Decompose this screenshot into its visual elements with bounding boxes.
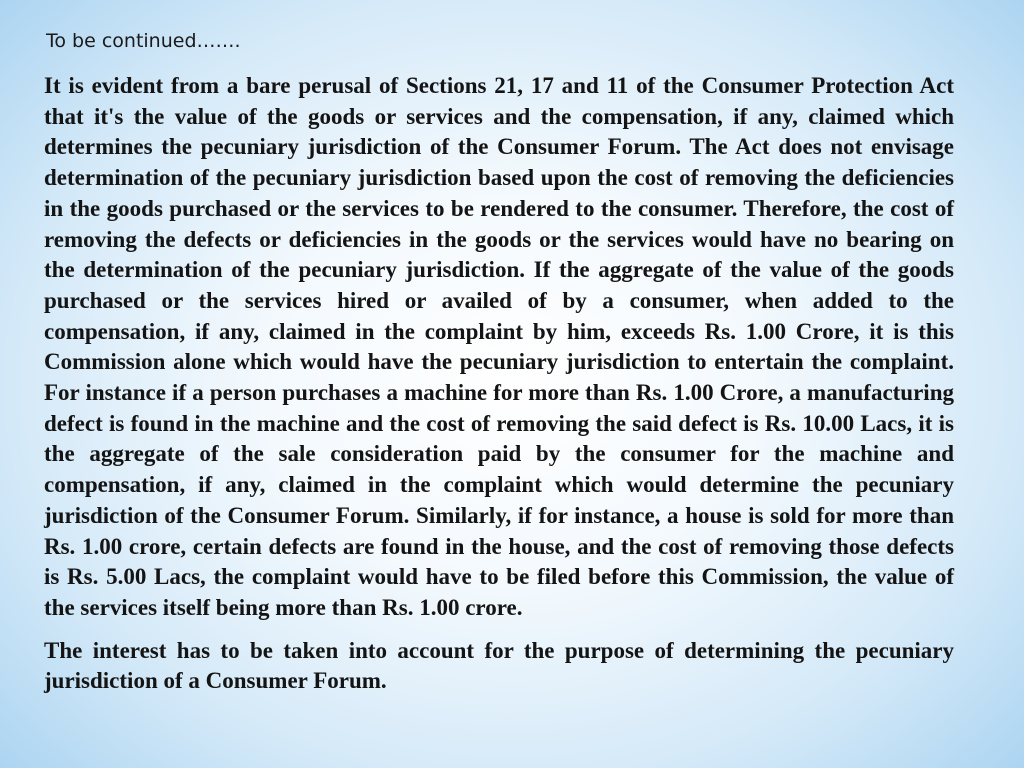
slide-body: [44, 71, 954, 697]
continued-note: To be continued…….: [46, 30, 241, 52]
body-paragraph-1: It is evident from a bare perusal of Sections 21, 17 and 11 of the Consumer Protection Act that it's the value of the goods or services and the compensation, if any, claimed which determines the pecuniary jurisdiction of the Consumer Forum. The Act does not envisage determination of the pecuniary jurisdiction based upon the cost of removing the deficiencies in the goods purchased or the services to be rendered to the consumer. Therefore, the cost of removing the defects or deficiencies in the goods or the services would have no bearing on the determination of the pecuniary jurisdiction. If the aggregate of the value of the goods purchased or the services hired or availed of by a consumer, when added to the compensation, if any, claimed in the complaint by him, exceeds Rs. 1.00 Crore, it is this Commission alone which would have the pecuniary jurisdiction to entertain the complaint. For instance if a person purchases a machine for more than Rs. 1.00 Crore, a manufacturing defect is found in the machine and the cost of removing the said defect is Rs. 10.00 Lacs, it is the aggregate of the sale consideration paid by the consumer for the machine and compensation, if any, claimed in the complaint which would determine the pecuniary jurisdiction of the Consumer Forum. Similarly, if for instance, a house is sold for more than Rs. 1.00 crore, certain defects are found in the house, and the cost of removing those defects is Rs. 5.00 Lacs, the complaint would have to be filed before this Commission, the value of the services itself being more than Rs. 1.00 crore.: [44, 73, 954, 620]
body-paragraph-2: The interest has to be taken into account for the purpose of determining the pecuniary jurisdiction of a Consumer Forum.: [44, 637, 954, 694]
